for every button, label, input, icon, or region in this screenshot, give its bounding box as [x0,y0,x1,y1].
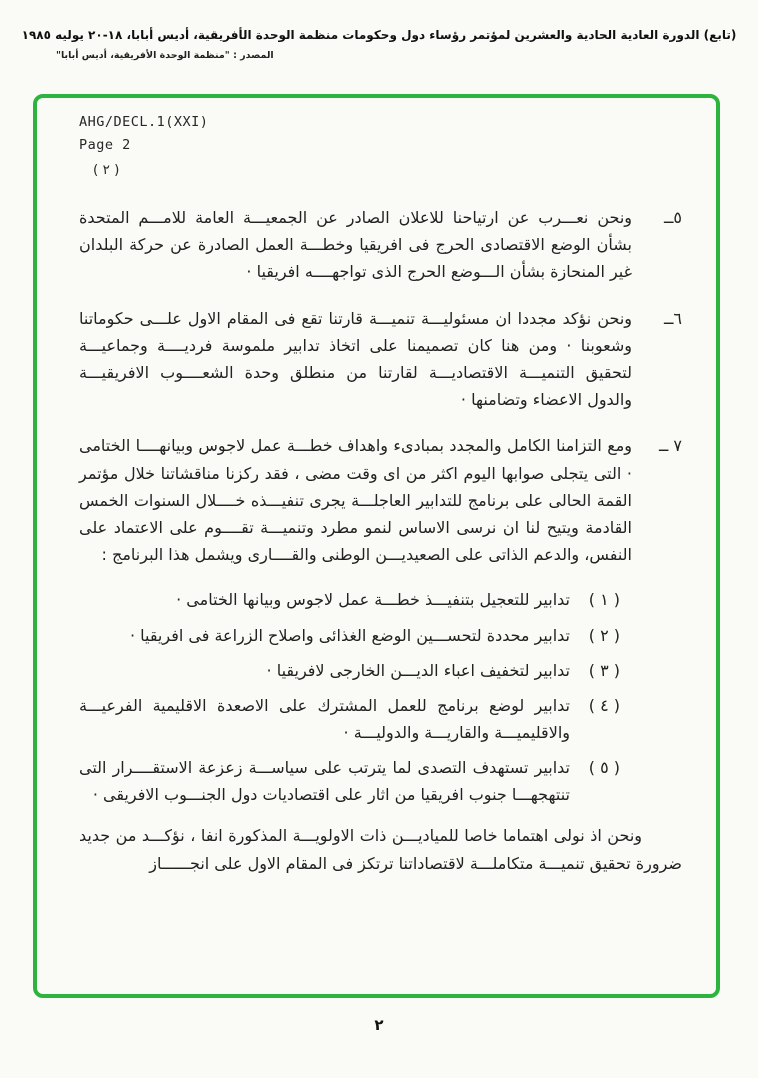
page-label: Page 2 [79,137,131,153]
paragraph-7 [79,432,682,568]
paragraph-7-text: ومع التزامنا الكامل والمجدد بمبادىء واهداف خطـــة عمل لاجوس وبيانهــــا الختامى · التى يتجلى صوابها اليوم اكثر من اى وقت مضى ، فقد ركزنا مناقشاتنا خلال مؤتمر القمة الحالى على برنامج للتدابير العاجلـــة يجرى تنفيـــذه خــــلال السنوات الخمس القادمة ويتيح لنا ان نرسى الاساس لنمو مطرد وتنميـــة تقــــوم على الاعتماد على النفس، والدعم الذاتى على الصعيديـــن الوطنى والقــــارى ويشمل هذا البرنامج : [79,436,632,565]
document-reference: AHG/DECL.1(XXI) [79,114,209,130]
page-number: ٢ [374,1016,384,1034]
closing-paragraph: ونحن اذ نولى اهتماما خاصا للمياديـــن ذات الاولويـــة المذكورة انفا ، نؤكـــد من جديد ضرورة تحقيق تنميـــة متكاملـــة لاقتصاداتنا ترتكز فى المقام الاول على انجــــــاز [79,825,682,873]
document-body [79,204,682,878]
paragraph-6-marker: ٦ــ [664,308,682,328]
list-item-4 [79,693,620,746]
paragraph-6 [79,305,682,414]
list-item-1-text: تدابير للتعجيل بتنفيـــذ خطـــة عمل لاجوس وبيانها الختامى · [176,590,570,610]
list-item-2 [79,623,620,649]
list-item-1-marker: ( ١ ) [588,590,620,610]
list-item-5 [79,755,620,808]
measures-list [79,587,620,808]
section-number: ( ٢ ) [93,162,120,178]
paragraph-5-text: ونحن نعـــرب عن ارتياحنا للاعلان الصادر عن الجمعيـــة العامة للامـــم المتحدة بشأن الوضع الاقتصادى الحرج فى افريقيا وخطـــة العمل الصادرة عن حركة البلدان غير المنحازة بشأن الـــوضع الحرج الذى تواجهــــه افريقيا · [79,208,632,282]
paragraph-5-marker: ٥ــ [664,208,682,227]
list-item-2-marker: ( ٢ ) [588,625,620,645]
document-source-line: المصدر : "منظمة الوحدة الأفريقية، أديس أبابا" [56,50,274,61]
list-item-3 [79,658,620,684]
document-header-line: (تابع) الدورة العادية الحادية والعشرين لمؤتمر رؤساء دول وحكومات منظمة الوحدة الأفريقية، أديس أبابا، ١٨-٢٠ يوليه ١٩٨٥ [21,28,737,42]
paragraph-7-marker: ٧ ــ [658,436,682,456]
highlight-box [33,94,720,998]
list-item-1 [79,587,620,613]
list-item-5-text: تدابير تستهدف التصدى لما يترتب على سياســـة زعزعة الاستقــــرار التى تنتهجهـــا جنوب افريقيا من اثار على اقتصاديات دول الجنـــوب الافريقى · [79,758,570,804]
paragraph-6-text: ونحن نؤكد مجددا ان مسئوليـــة تنميـــة قارتنا تقع فى المقام الاول علـــى حكوماتنا وشعوبنا · ومن هنا كان تصميمنا على اتخاذ تدابير ملموسة فرديــــة وجماعيـــة لتحقيق التنميـــة الاقتصاديـــة لقارتنا من منطلق وحدة الشعــــوب الافريقيـــة والدول الاعضاء وتضامنها · [79,308,632,410]
document-source-row [0,42,758,62]
list-item-3-text: تدابير لتخفيف اعباء الديـــن الخارجى لافريقيا · [266,661,570,681]
list-item-2-text: تدابير محددة لتحســـين الوضع الغذائى واصلاح الزراعة فى افريقيا · [129,625,570,645]
list-item-4-marker: ( ٤ ) [588,696,620,716]
list-item-4-text: تدابير لوضع برنامج للعمل المشترك على الاصعدة الاقليمية الفرعيـــة والاقليميـــة والقاريـــة والدوليـــة · [79,696,570,742]
list-item-3-marker: ( ٣ ) [588,661,620,681]
list-item-5-marker: ( ٥ ) [588,758,620,778]
paragraph-5 [79,204,682,286]
